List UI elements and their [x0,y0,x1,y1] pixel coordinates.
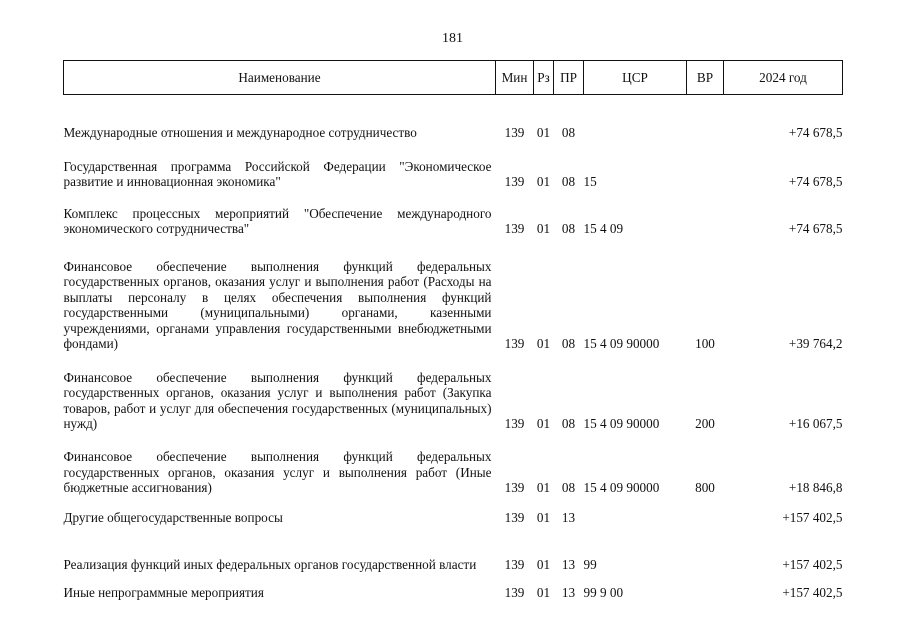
row-rz: 01 [536,416,551,431]
row-min: 139 [504,221,525,236]
row-pr: 08 [561,480,576,495]
row-vr: 200 [695,416,715,431]
row-csr [584,95,687,141]
table-row [64,432,843,496]
table-header-row [64,61,843,95]
row-amount: +157 402,5 [782,557,843,572]
table-row [64,237,843,352]
row-min: 139 [504,125,525,140]
table-row [64,190,843,237]
header-csr: ЦСР [584,61,687,95]
row-pr: 08 [561,336,576,351]
header-name: Наименование [64,61,496,95]
row-vr [687,573,724,601]
row-rz: 01 [536,174,551,189]
row-amount: +157 402,5 [782,510,843,525]
row-vr: 100 [695,336,715,351]
row-min: 139 [504,416,525,431]
row-csr: 15 4 09 [583,221,624,236]
row-csr: 15 4 09 90000 [583,480,660,495]
row-name: Комплекс процессных мероприятий "Обеспечение международного экономического сотрудничества" [63,205,492,236]
row-name: Финансовое обеспечение выполнения функций федеральных государственных органов, оказания услуг и выполнения работ (Иные бюджетные ассигнования) [63,449,492,495]
row-name: Государственная программа Российской Федерации "Экономическое развитие и инновационная экономика" [63,158,492,189]
row-csr: 15 [583,174,597,189]
row-rz: 01 [536,585,551,600]
table-row [64,141,843,190]
row-name: Реализация функций иных федеральных органов государственной власти [63,557,477,572]
header-vr: ВР [687,61,724,95]
row-name: Финансовое обеспечение выполнения функций федеральных государственных органов, оказания услуг и выполнения работ (Расходы на выплаты персоналу в целях обеспечения выполнения функций государственными (муниципальными) органами, казенными учреждениями, органами управления государственными внебюджетными фондами) [63,258,492,351]
table-row [64,496,843,526]
table-row [64,352,843,432]
row-min: 139 [504,336,525,351]
row-rz: 01 [536,480,551,495]
row-vr [687,190,724,237]
row-pr: 13 [561,585,576,600]
row-pr: 08 [561,416,576,431]
row-name: Другие общегосударственные вопросы [63,510,283,525]
row-csr: 99 [583,557,597,572]
row-min: 139 [504,585,525,600]
page-number: 181 [442,31,463,46]
row-amount: +16 067,5 [788,416,843,431]
header-year: 2024 год [724,61,843,95]
table-row [64,526,843,573]
row-min: 139 [504,174,525,189]
row-name: Финансовое обеспечение выполнения функций федеральных государственных органов, оказания услуг и выполнения работ (Закупка товаров, работ и услуг для обеспечения государственных (муниципальных) нужд) [63,369,492,431]
row-min: 139 [504,557,525,572]
table-row [64,95,843,141]
row-amount: +18 846,8 [788,480,843,495]
row-rz: 01 [536,125,551,140]
header-pr: ПР [554,61,584,95]
row-pr: 08 [561,174,576,189]
row-rz: 01 [536,510,551,525]
row-amount: +74 678,5 [788,125,843,140]
row-pr: 08 [561,221,576,236]
row-csr: 15 4 09 90000 [583,416,660,431]
row-rz: 01 [536,221,551,236]
row-amount: +39 764,2 [788,336,843,351]
row-rz: 01 [536,336,551,351]
row-vr [687,526,724,573]
row-rz: 01 [536,557,551,572]
row-pr: 13 [561,510,576,525]
row-min: 139 [504,480,525,495]
row-vr: 800 [695,480,715,495]
row-amount: +157 402,5 [782,585,843,600]
table-row [64,573,843,601]
row-name: Иные непрограммные мероприятия [63,585,264,600]
row-vr [687,496,724,526]
row-vr [687,95,724,141]
row-csr: 15 4 09 90000 [583,336,660,351]
row-amount: +74 678,5 [788,221,843,236]
row-amount: +74 678,5 [788,174,843,189]
row-csr: 99 9 00 [583,585,624,600]
row-min: 139 [504,510,525,525]
row-vr [687,141,724,190]
header-rz: Рз [534,61,554,95]
row-name: Международные отношения и международное сотрудничество [63,125,417,140]
row-pr: 13 [561,557,576,572]
row-pr: 08 [561,125,576,140]
row-csr [584,496,687,526]
header-min: Мин [496,61,534,95]
budget-table [63,60,843,601]
